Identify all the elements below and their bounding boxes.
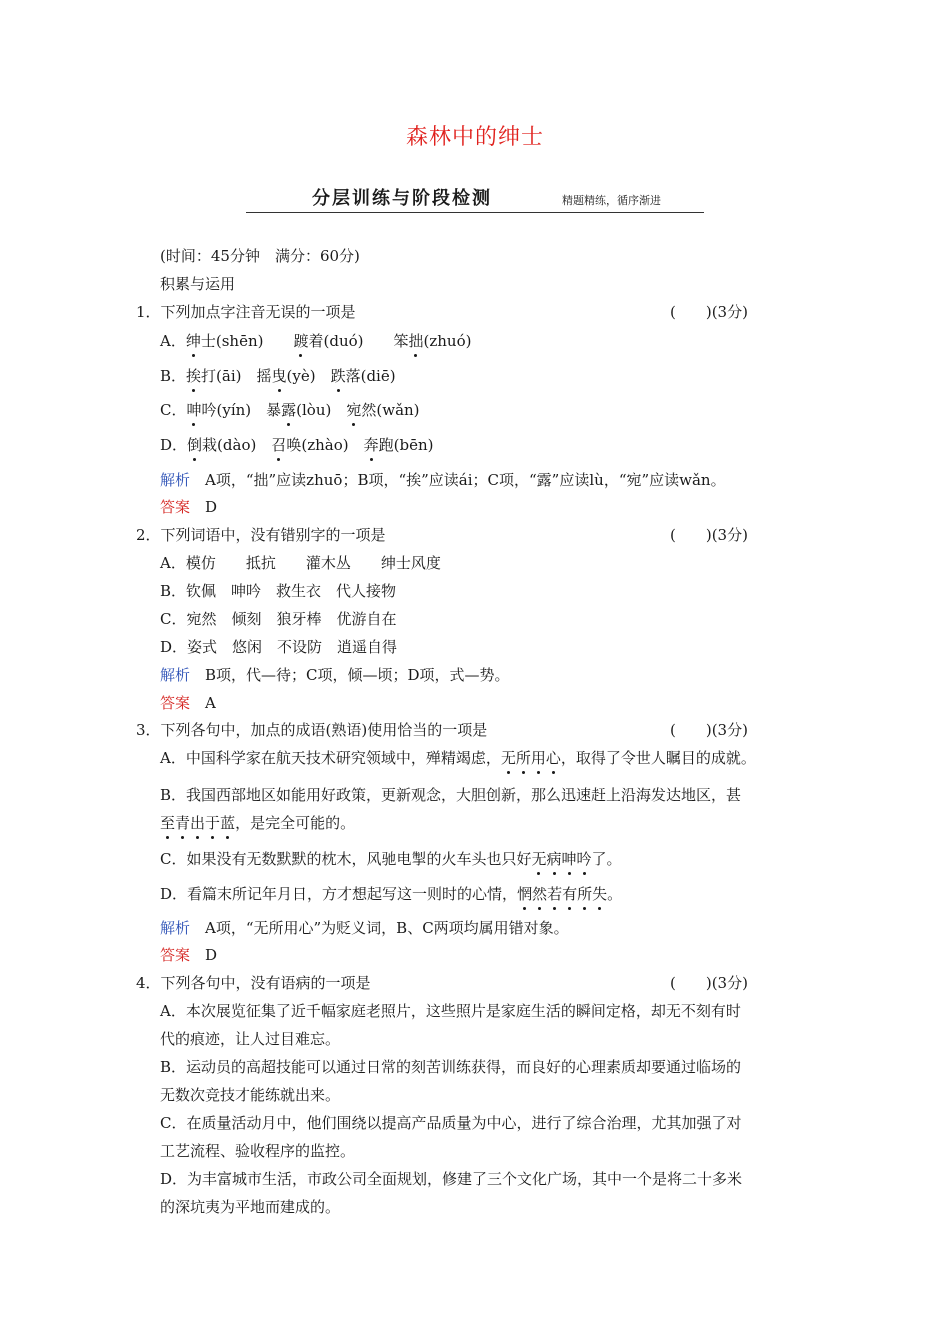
q4-score: ( )(3分) xyxy=(670,974,748,992)
q2-stem: 2．下列词语中，没有错别字的一项是 xyxy=(136,526,386,544)
q1-score: ( )(3分) xyxy=(670,303,748,321)
q2-option-b: B．钦佩 呻吟 救生衣 代人接物 xyxy=(160,582,397,600)
q3-option-b-line2: 至青出于蓝，是完全可能的。 xyxy=(160,814,356,832)
q4-option-c-line2: 工艺流程、验收程序的监控。 xyxy=(160,1142,356,1160)
q1-option-b: B．挨打(āi) 摇曳(yè) 跌落(diē) xyxy=(160,367,396,385)
q1-explanation: 解析 A项，“拙”应读zhuō；B项，“挨”应读ái；C项，“露”应读lù，“宛”应读wǎn。 xyxy=(160,471,726,489)
q4-option-b-line2: 无数次竞技才能练就出来。 xyxy=(160,1086,341,1104)
q2-option-c: C．宛然 倾刻 狼牙棒 优游自在 xyxy=(160,610,397,628)
q2-option-a: A．模仿 抵抗 灌木丛 绅士风度 xyxy=(160,554,441,572)
q3-answer: 答案 D xyxy=(160,946,218,964)
q2-explanation: 解析 B项，代—待；C项，倾—顷；D项，式—势。 xyxy=(160,666,510,684)
banner-title: 分层训练与阶段检测 xyxy=(312,188,492,209)
section-banner xyxy=(246,184,704,214)
q4-option-b-line1: B．运动员的高超技能可以通过日常的刻苦训练获得，而良好的心理素质却要通过临场的 xyxy=(160,1058,742,1076)
q4-option-a-line1: A．本次展览征集了近千幅家庭老照片，这些照片是家庭生活的瞬间定格，却无不刻有时 xyxy=(160,1002,741,1020)
q3-explanation: 解析 A项，“无所用心”为贬义词，B、C两项均属用错对象。 xyxy=(160,919,569,937)
q1-stem: 1．下列加点字注音无误的一项是 xyxy=(136,303,356,321)
q1-option-c: C．呻吟(yín) 暴露(lòu) 宛然(wǎn) xyxy=(160,401,420,419)
q3-option-d: D．看篇末所记年月日，方才想起写这一则时的心情，惘然若有所失。 xyxy=(160,885,623,903)
q1-answer: 答案 D xyxy=(160,498,218,516)
q3-option-b-line1: B．我国西部地区如能用好政策，更新观念，大胆创新，那么迅速赶上沿海发达地区，甚 xyxy=(160,786,742,804)
q3-stem: 3．下列各句中，加点的成语(熟语)使用恰当的一项是 xyxy=(136,721,488,739)
q1-option-d: D．倒栽(dào) 召唤(zhào) 奔跑(bēn) xyxy=(160,436,434,454)
q3-score: ( )(3分) xyxy=(670,721,748,739)
banner-divider xyxy=(246,212,704,213)
q3-option-a: A．中国科学家在航天技术研究领域中，殚精竭虑，无所用心，取得了令世人瞩目的成就。 xyxy=(160,749,756,767)
q4-option-c-line1: C．在质量活动月中，他们围绕以提高产品质量为中心，进行了综合治理，尤其加强了对 xyxy=(160,1114,742,1132)
q1-option-a: A．绅士(shēn) 踱着(duó) 笨拙(zhuó) xyxy=(160,332,472,350)
q3-option-c: C．如果没有无数默默的枕木，风驰电掣的火车头也只好无病呻吟了。 xyxy=(160,850,622,868)
q4-option-a-line2: 代的痕迹，让人过目难忘。 xyxy=(160,1030,341,1048)
q2-score: ( )(3分) xyxy=(670,526,748,544)
q4-option-d-line2: 的深坑夷为平地而建成的。 xyxy=(160,1198,341,1216)
page-title: 森林中的绅士 xyxy=(405,125,544,150)
banner-subtitle: 精题精练，循序渐进 xyxy=(562,194,661,207)
section-heading: 积累与运用 xyxy=(160,275,236,293)
q4-stem: 4．下列各句中，没有语病的一项是 xyxy=(136,974,371,992)
q2-answer: 答案 A xyxy=(160,694,216,712)
q2-option-d: D．姿式 悠闲 不设防 逍遥自得 xyxy=(160,638,398,656)
time-info: (时间：45分钟 满分：60分) xyxy=(160,247,360,265)
q4-option-d-line1: D．为丰富城市生活，市政公司全面规划，修建了三个文化广场，其中一个是将二十多米 xyxy=(160,1170,743,1188)
